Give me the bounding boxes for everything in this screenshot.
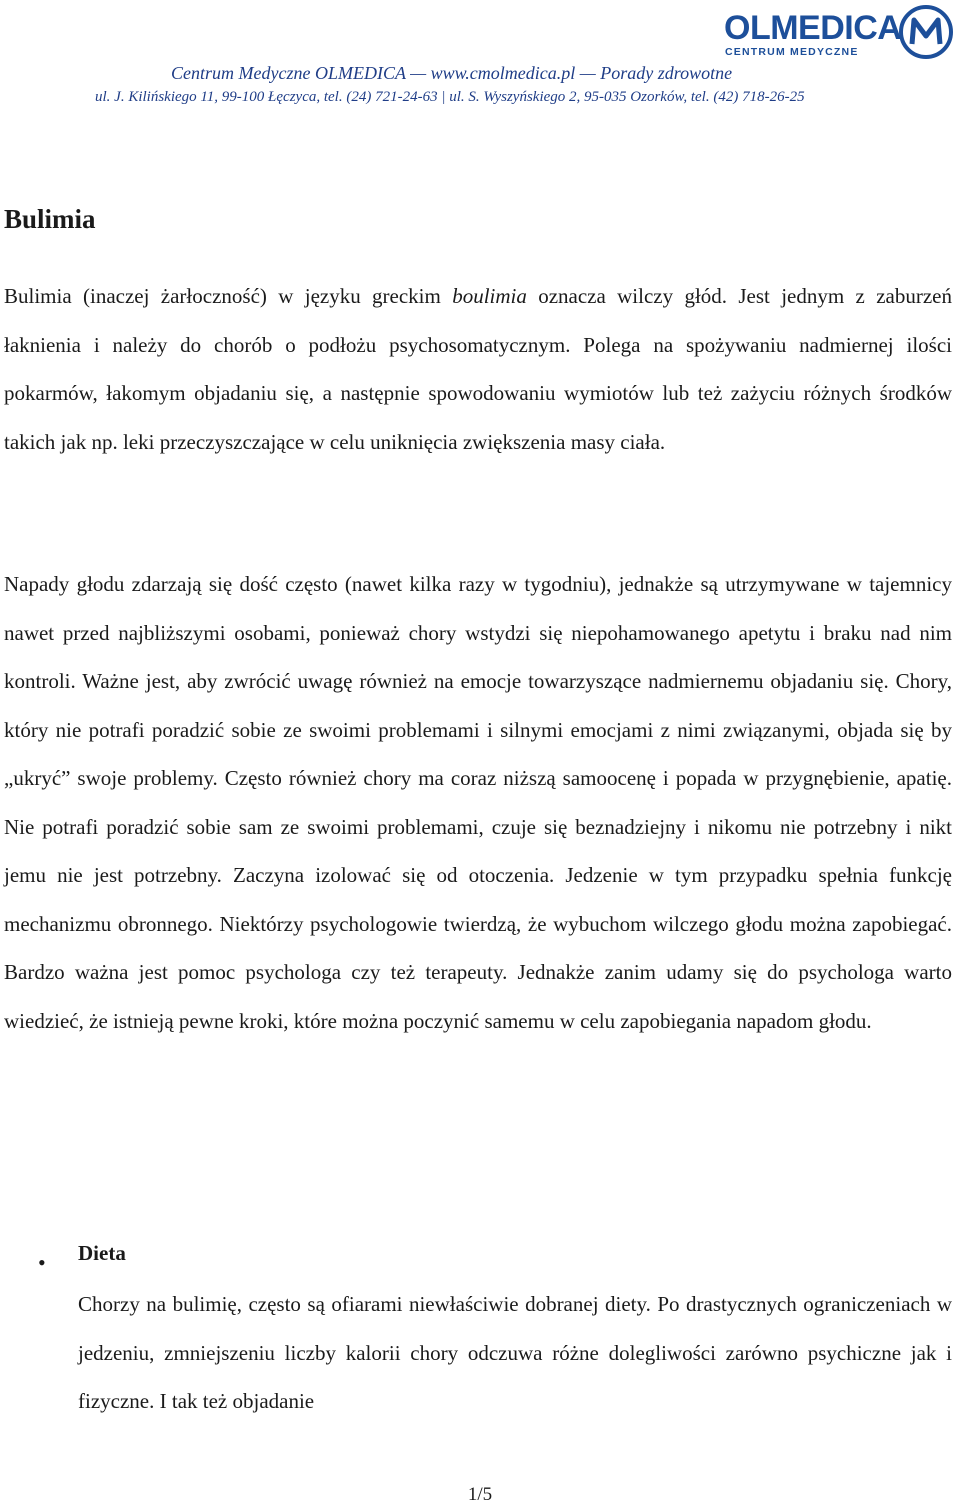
intro-italic-term: boulimia (452, 284, 527, 308)
header-address-line: ul. J. Kilińskiego 11, 99-100 Łęczyca, tel. (24) 721-24-63 | ul. S. Wyszyńskiego 2, 95-035 Ozorków, tel. (42) 718-26-25 (95, 89, 805, 105)
intro-text-end: oznacza wilczy głód. Jest jednym z zaburzeń łaknienia i należy do chorób o podłożu psychosomatycznym. Polega na spożywaniu nadmiernej ilości pokarmów, łakomym objadaniu się, a następnie spowodowaniu wymiotów lub też zażyciu różnych środków takich jak np. leki przeczyszczające w celu uniknięcia zwiększenia masy ciała. (4, 284, 952, 454)
olmedica-emblem-icon (898, 4, 954, 60)
header-site-line: Centrum Medyczne OLMEDICA — www.cmolmedica.pl — Porady zdrowotne (171, 63, 733, 83)
intro-paragraph (4, 272, 952, 466)
page-title: Bulimia (4, 204, 96, 234)
page-number: 1/5 (467, 1484, 493, 1505)
olmedica-logo (724, 4, 956, 60)
logo-subtitle: CENTRUM MEDYCZNE (725, 46, 859, 58)
section-paragraph-dieta: Chorzy na bulimię, często są ofiarami niewłaściwie dobranej diety. Po drastycznych ograniczeniach w jedzeniu, zmniejszeniu liczby kalorii chory odczuwa różne dolegliwości zarówno psychiczne jak i fizyczne. I tak też objadanie (78, 1292, 952, 1413)
intro-text-start: Bulimia (inaczej żarłoczność) w języku greckim (4, 284, 453, 308)
section-heading-dieta: Dieta (78, 1241, 126, 1265)
body-paragraph: Napady głodu zdarzają się dość często (nawet kilka razy w tygodniu), jednakże są utrzymywane w tajemnicy nawet przed najbliższymi osobami, ponieważ chory wstydzi się niepohamowanego apetytu i braku nad nim kontroli. Ważne jest, aby zwrócić uwagę również na emocje towarzyszące nadmiernemu objadaniu się. Chory, który nie potrafi poradzić sobie ze swoimi problemami i silnymi emocjami z nimi związanymi, objada się by „ukryć” swoje problemy. Często również chory ma coraz niższą samoocenę i popada w przygnębienie, apatię. Nie potrafi poradzić sobie sam ze swoimi problemami, czuje się beznadziejny i nikomu nie potrzebny i nikt jemu nie jest potrzebny. Zaczyna izolować się od otoczenia. Jedzenie w tym przypadku spełnia funkcję mechanizmu obronnego. Niektórzy psychologowie twierdzą, że wybuchom wilczego głodu można zapobiegać. Bardzo ważna jest pomoc psychologa czy też terapeuty. Jednakże zanim udamy się do psychologa warto wiedzieć, że istnieją pewne kroki, które można poczynić samemu w celu zapobiegania napadom głodu. (4, 572, 952, 1033)
logo-wordmark: OLMEDICA (724, 9, 902, 47)
bullet-icon: • (38, 1250, 46, 1275)
